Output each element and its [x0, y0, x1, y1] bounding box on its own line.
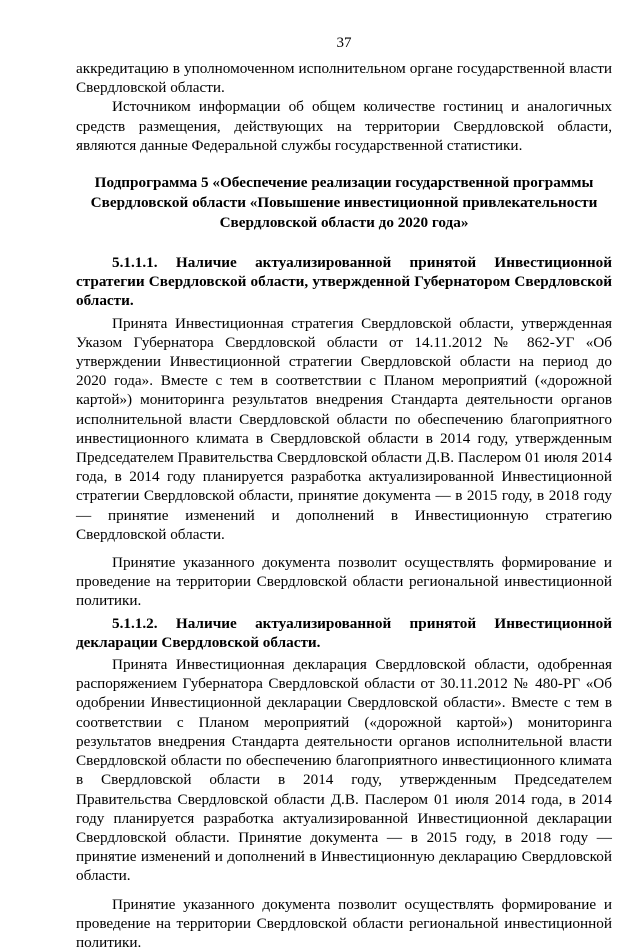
- section-1-paragraph-2: Принятие указанного документа позволит осуществлять формирование и проведение на территории Свердловской области региональной инвестиционной политики.: [76, 554, 612, 610]
- section-2-paragraph-2: Принятие указанного документа позволит осуществлять формирование и проведение на территории Свердловской области региональной инвестиционной политики.: [76, 895, 612, 951]
- intro-paragraph-1: аккредитацию в уполномоченном исполнительном органе государственной власти Свердловской области.: [76, 60, 612, 97]
- section-2-title: 5.1.1.2. Наличие актуализированной принятой Инвестиционной декларации Свердловской области.: [76, 614, 612, 651]
- intro-paragraph-2: Источником информации об общем количестве гостиниц и аналогичных средств размещения, действующих на территории Свердловской области, являются данные Федеральной службы государственной статистики.: [76, 98, 612, 154]
- page-number: 37: [336, 35, 352, 51]
- subprogram-heading: Подпрограмма 5 «Обеспечение реализации государственной программы Свердловской области «Повышение инвестиционной привлекательности Свердловской области до 2020 года»: [90, 174, 598, 232]
- document-page: [76, 34, 612, 952]
- section-1-title: 5.1.1.1. Наличие актуализированной принятой Инвестиционной стратегии Свердловской области, утвержденной Губернатором Свердловской области.: [76, 254, 612, 310]
- section-2-paragraph-1: Принята Инвестиционная декларация Свердловской области, одобренная распоряжением Губернатора Свердловской области от 30.11.2012 № 480-РГ «Об одобрении Инвестиционной декларации Свердловской области». Вместе с тем в соответствии с Планом мероприятий («дорожной картой») мониторинга результатов внедрения Стандарта деятельности органов исполнительной власти Свердловской области по обеспечению благоприятного инвестиционного климата в Свердловской области в 2014 году, утвержденным Председателем Правительства Свердловской области Д.В. Паслером 01 июля 2014 года, в 2014 году планируется разработка актуализированной Инвестиционной декларации Свердловской области. Принятие документа — в 2015 году, в 2018 году — принятие изменений и дополнений в Инвестиционную декларацию Свердловской области.: [76, 656, 612, 885]
- section-1-paragraph-1: Принята Инвестиционная стратегия Свердловской области, утвержденная Указом Губернатора Свердловской области от 14.11.2012 № 862-УГ «Об утверждении Инвестиционной стратегии Свердловской области на период до 2020 года». Вместе с тем в соответствии с Планом мероприятий («дорожной картой») мониторинга результатов внедрения Стандарта деятельности органов исполнительной власти Свердловской области по обеспечению благоприятного инвестиционного климата в Свердловской области в 2014 году, утвержденным Председателем Правительства Свердловской области Д.В. Паслером 01 июля 2014 года, в 2014 году планируется разработка актуализированной Инвестиционной стратегии Свердловской области, принятие документа — в 2015 году, в 2018 году — принятие изменений и дополнений в Инвестиционную стратегию Свердловской области.: [76, 314, 612, 543]
